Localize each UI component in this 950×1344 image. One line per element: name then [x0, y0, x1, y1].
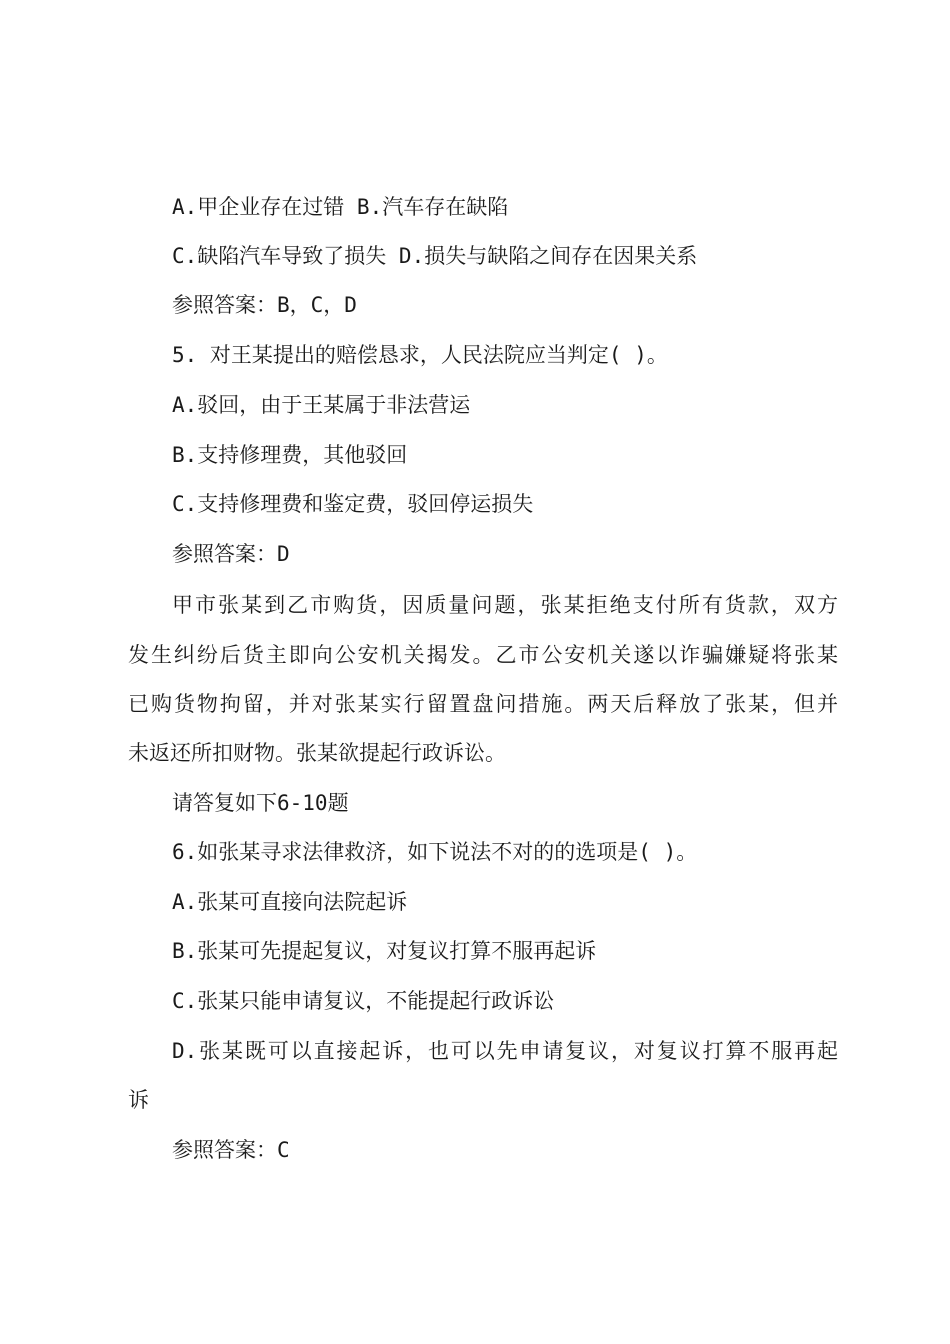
question-line: 6.如张某寻求法律救济，如下说法不对的的选项是( )。	[172, 840, 698, 864]
option-line: A.甲企业存在过错 B.汽车存在缺陷	[172, 195, 509, 219]
paragraph-line: 未返还所扣财物。张某欲提起行政诉讼。	[128, 741, 506, 765]
answer-line: 参照答案：D	[172, 542, 290, 566]
option-line: A.张某可直接向法院起诉	[172, 890, 408, 914]
answer-line: 参照答案：C	[172, 1138, 290, 1162]
paragraph-line: 甲市张某到乙市购货，因质量问题，张某拒绝支付所有货款，双方	[172, 593, 838, 617]
option-line: B.张某可先提起复议，对复议打算不服再起诉	[172, 939, 597, 963]
question-line: 5. 对王某提出的赔偿恳求，人民法院应当判定( )。	[172, 343, 668, 367]
option-line: C.张某只能申请复议，不能提起行政诉讼	[172, 989, 555, 1013]
option-line: B.支持修理费，其他驳回	[172, 443, 408, 467]
answer-line: 参照答案：B，C，D	[172, 293, 357, 317]
instruction-line: 请答复如下6-10题	[172, 791, 349, 815]
option-line: C.支持修理费和鉴定费，驳回停运损失	[172, 492, 534, 516]
option-line: D.张某既可以直接起诉，也可以先申请复议，对复议打算不服再起	[172, 1039, 838, 1063]
option-line: C.缺陷汽车导致了损失 D.损失与缺陷之间存在因果关系	[172, 244, 698, 268]
option-line-continued: 诉	[128, 1088, 149, 1112]
option-line: A.驳回，由于王某属于非法营运	[172, 393, 471, 417]
paragraph-line: 发生纠纷后货主即向公安机关揭发。乙市公安机关遂以诈骗嫌疑将张某	[128, 643, 838, 667]
paragraph-line: 已购货物拘留，并对张某实行留置盘问措施。两天后释放了张某，但并	[128, 692, 838, 716]
